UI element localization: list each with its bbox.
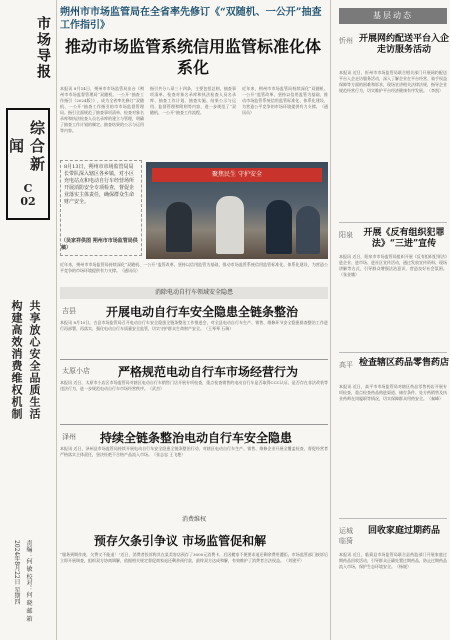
person-figure bbox=[266, 200, 292, 254]
editor-line: 责编：何 敏 校对：何 晓 邮 箱 bbox=[25, 540, 32, 622]
lead-headline: 推动市场监管系统信用监管标准化体系化 bbox=[64, 37, 321, 77]
lead-body-right: 近年来，朔州市市场监管局持续深化“双随机、一公开”监管改革，坚持以信用监管为基础，推动市场监管系统信用监管标准化、体系化建设，为营造公平竞争的市场环境提供有力支撑。（通讯员） bbox=[242, 86, 328, 115]
main-content bbox=[60, 0, 328, 640]
divider bbox=[339, 518, 447, 519]
divider bbox=[339, 222, 447, 223]
story-title: 持续全链条整治电动自行车安全隐患 bbox=[100, 431, 293, 445]
section-title: 综合新闻 bbox=[7, 120, 46, 174]
story-body: 本报讯 近日，太原市小店区市场监管局对辖区电动自行车销售门店开展专项检查，重点检查销售的电动自行车是否取得CCC认证、是否存在非法改装等违法行为，进一步规范电动自行车市场经营秩序。（武杰） bbox=[60, 380, 328, 391]
story-location: 泽州 bbox=[62, 433, 76, 441]
brief-body: 本报讯 近日，临猗县市场监管局联合县药监部门开展家庭过期药品回收活动，引导群众正确处置过期药品，防止过期药品流入市场，保护生态环境安全。（杨媛） bbox=[339, 552, 447, 569]
consumer-headline: 预存欠条引争议 市场监管促和解 bbox=[94, 534, 267, 548]
brief-location: 运城临猗 bbox=[339, 527, 353, 545]
lead-body-continue: 近年来，朔州市市场监管局持续深化“双随机、一公开”监管改革，坚持以信用监管为基础，推动市场监管系统信用监管标准化、体系化建设，为营造公平竞争的市场环境提供有力支撑。（通讯员） bbox=[60, 262, 328, 273]
brief-body: 本报讯 近日，阳泉市市场监管局组织开展《反有组织犯罪法》进企业、进市场、进社区宣传活动，通过发放宣传资料、现场讲解等方式，引导群众增强法治意识，营造良好社会氛围。（张金娥） bbox=[339, 254, 447, 277]
divider bbox=[60, 359, 328, 360]
lead-body-mid: 指引共分八章三十四条，主要包括总则、抽查事项清单、检查对象名录库和执法检查人员名录库、抽查工作计划、抽查实施、结果公示与运用、监督管理和附则等内容，进一步规范了“双随机、一公开”抽查工作流程。 bbox=[150, 86, 236, 115]
brief-title: 回收家庭过期药品 bbox=[367, 526, 440, 536]
brief-title: 开展网约配送平台入企走访服务活动 bbox=[359, 34, 450, 55]
photo-caption: 8月13日，朔州市市场监管局局长带队深入辖区各乡镇，对小区充电站点和电动自行车经营场所开展消防安全专项检查，督促企业落实主体责任，确保群众生命财产安全。 bbox=[64, 164, 135, 205]
consumer-body: “服务到期作废，欠费又不能退！”近日，消费者投诉称其在某美容店预存了3000元消费卡，后因搬家不便要求退还剩余费用遭拒。市场监管部门接诉后立即开展调查，组织双方协商调解，依据相关规定督促商家退还剩余预付款，最终双方达成和解，有效维护了消费者合法权益。（刘建平） bbox=[60, 552, 328, 563]
newspaper-brand: 市场导报 bbox=[35, 16, 51, 80]
right-column bbox=[330, 0, 450, 640]
brief-location: 忻州 bbox=[339, 37, 353, 45]
masthead-column bbox=[0, 0, 57, 640]
slogan-line: 构建高效消费维权机制 bbox=[10, 300, 23, 420]
brief-title: 开展《反有组织犯罪法》“三进”宣传 bbox=[363, 228, 445, 249]
brief-location: 阳泉 bbox=[339, 231, 353, 239]
person-figure bbox=[296, 206, 320, 254]
right-column-title: 基层动态 bbox=[339, 8, 447, 24]
story-location: 太原小店 bbox=[62, 367, 90, 375]
news-photo bbox=[146, 162, 328, 259]
divider bbox=[339, 352, 447, 353]
person-figure bbox=[166, 202, 192, 252]
slogan-box bbox=[8, 300, 46, 450]
brief-body: 本报讯 近日，高平市市场监管局对辖区药品零售药店开展专项检查，重点检查药品购进渠道、储存条件、处方药销售及执业药师在岗履职等情况，切实保障群众用药安全。（秦峰） bbox=[339, 384, 447, 401]
story-title: 严格规范电动自行车市场经营行为 bbox=[118, 365, 299, 379]
story-body: 本报讯 近日，泽州县市场监管局持续开展电动自行车安全隐患全链条整治行动，对辖区电动自行车生产、销售、维修企业开展全覆盖检查，督促经营者严格落实主体责任，坚决杜绝不合格产品流入市场。（张志忠 王飞艳） bbox=[60, 446, 328, 457]
story-location: 吉县 bbox=[62, 307, 76, 315]
lead-kicker: 朔州市市场监管局在全省率先修订《“双随机、一公开”抽查工作指引》 bbox=[60, 7, 322, 31]
divider bbox=[60, 424, 328, 425]
photo-banner-text: 聚焦民生 守护安全 bbox=[152, 168, 322, 182]
issue-date: 2024年8月22日 星期四 bbox=[13, 540, 20, 605]
topic-band: 消除电动自行车领域安全隐患 bbox=[60, 287, 328, 299]
brief-location: 高平 bbox=[339, 361, 353, 369]
lead-body-left: 本报讯 8月14日，朔州市市场监管局出台《朔州市市场监督管理局“双随机、一公开”抽查工作指引（2024版）》，成为全省率先修订“双随机、一公开”抽查工作指引的市市场监督管理局。指引全面规范了抽查事项清单、检查对象名录库和执法检查人员名录库的建立与管理，明确了抽查工作计划的制定、抽查结果的公示与运用等内容。 bbox=[60, 86, 144, 133]
story-body: 本报讯 8月10日，吉县市场监管局召开电动自行车安全隐患全链条整治工作推进会，对全县电动自行车生产、销售、维修环节安全隐患排查整治工作进行再部署、再落实，强化电动自行车质量安全监管，切实守护群众生命财产安全。（王琴琴 石瑞） bbox=[60, 320, 328, 331]
slogan-line: 共享放心安全品质生活 bbox=[28, 300, 41, 420]
section-code: C 02 bbox=[20, 182, 36, 208]
photo-caption-box bbox=[60, 160, 142, 256]
consumer-band: 消费维权 bbox=[181, 516, 206, 523]
brief-body: 本报讯 近日，忻州市市场监管局联合相关部门开展网约配送平台入企走访服务活动，深入了解企业在平台经营、骑手权益保障等方面的困难和诉求，现场宣讲相关法律法规，指导企业规范经营行为，切实维护平台经济健康有序发展。（李凯） bbox=[339, 70, 447, 93]
section-box bbox=[6, 108, 50, 220]
person-figure bbox=[216, 196, 244, 254]
story-title: 开展电动自行车安全隐患全链条整治 bbox=[106, 305, 299, 319]
photo-source: （吴家祥供图 朔州市市场监管局供稿） bbox=[61, 238, 138, 251]
brief-title: 检查辖区药品零售药店 bbox=[359, 358, 450, 368]
